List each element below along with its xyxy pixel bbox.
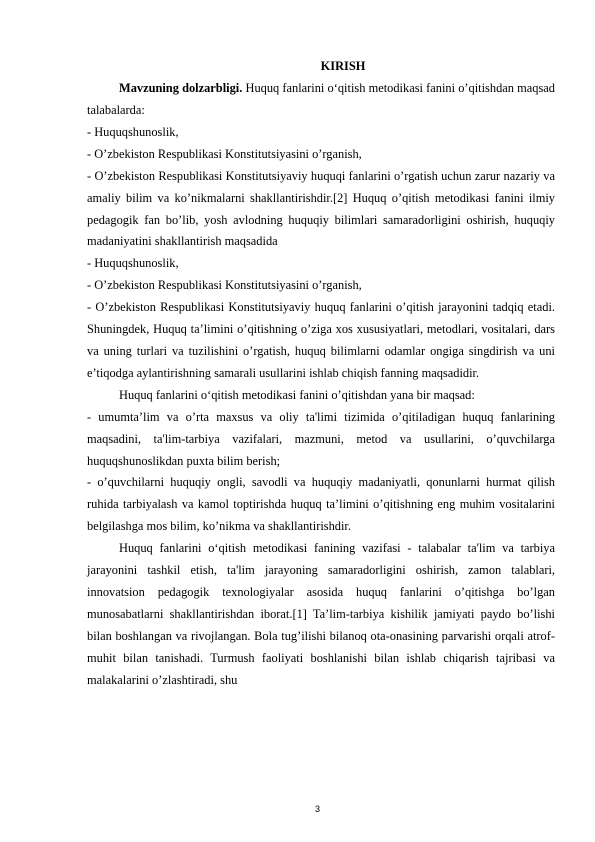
list-item: - Huquqshunoslik, (87, 256, 179, 271)
list-item: - o’quvchilarni huquqiy ongli, savodli va huquqiy madaniyatli, qonunlarni hurmat qilish ruhida tarbiyalash va kamol toptirishda huquq ta’limini o’qitishning eng muhim vositalarini belgilashga mos bilim, ko’nikma va shakllantirishdir. (87, 475, 555, 534)
paragraph: Huquq fanlarini o‘qitish metodikasi fanini o’qitishdan yana bir maqsad: (119, 387, 475, 402)
page-content (87, 56, 555, 691)
list-item: - umumta’lim va o’rta maxsus va oliy ta'limi tizimida o’qitiladigan huquq fanlarining maqsadini, ta'lim-tarbiya vazifalari, mazmuni, metod va usullarini, o’quvchilarga huquqshunoslikdan puxta bilim berish; (87, 409, 555, 468)
list-item: - O’zbekiston Respublikasi Konstitutsiyaviy huquqi fanlarini o’rgatish uchun zarur nazariy va amaliy bilim va ko’nikmalarni shakllantirishdir.[2] Huquq o’qitish metodikasi fanini ilmiy pedagogik fan bo’lib, yosh avlodning huquqiy bilimlari samaradorligini oshirish, huquqiy madaniyatini shakllantirish maqsadida (87, 168, 555, 249)
paragraph-lead: Mavzuning dolzarbligi. (119, 81, 243, 96)
list-item: - Huquqshunoslik, (87, 124, 179, 139)
page-number: 3 (314, 804, 320, 814)
paragraph-relevance (87, 78, 555, 122)
paragraph-text: Huquq fanlarini o‘qitish metodikasi fanini o’qitishdan maqsad talabalarda: (87, 81, 555, 117)
list-item: - O’zbekiston Respublikasi Konstitutsiyasini o’rganish, (87, 278, 362, 293)
page-title: KIRISH (320, 59, 366, 73)
paragraph: Huquq fanlarini o‘qitish metodikasi fanining vazifasi - talabalar ta'lim va tarbiya jarayonini tashkil etish, ta'lim jarayoning samaradorligini oshirish, zamon talablari, innovatsion pedagogik texnologiyalar asosida huquq fanlarini o’qitishga bo’lgan munosabatlarni shakllantirishdan iborat.[1] Ta’lim-tarbiya kishilik jamiyati paydo bo’lishi bilan boshlangan va rivojlangan. Bola tug’ilishi bilanoq ota-onasining parvarishi orqali atrof-muhit bilan tanishadi. Turmush faoliyati boshlanishi bilan ishlab chiqarish tajribasi va malakalarini o’zlashtiradi, shu (87, 541, 555, 687)
list-item: - O’zbekiston Respublikasi Konstitutsiyaviy huquq fanlarini o’qitish jarayonini tadqiq etadi. Shuningdek, Huquq ta’limini o’qitishning o’ziga xos xususiyatlari, metodlari, vositalari, dars va uning turlari va tuzilishini o’rgatish, huquq bilimlarni odamlar ongiga singdirish va uni e’tiqodga aylantirishning samarali usullarini ishlab chiqish fanning maqsadidir. (87, 300, 555, 380)
list-item: - O’zbekiston Respublikasi Konstitutsiyasini o’rganish, (87, 146, 362, 161)
